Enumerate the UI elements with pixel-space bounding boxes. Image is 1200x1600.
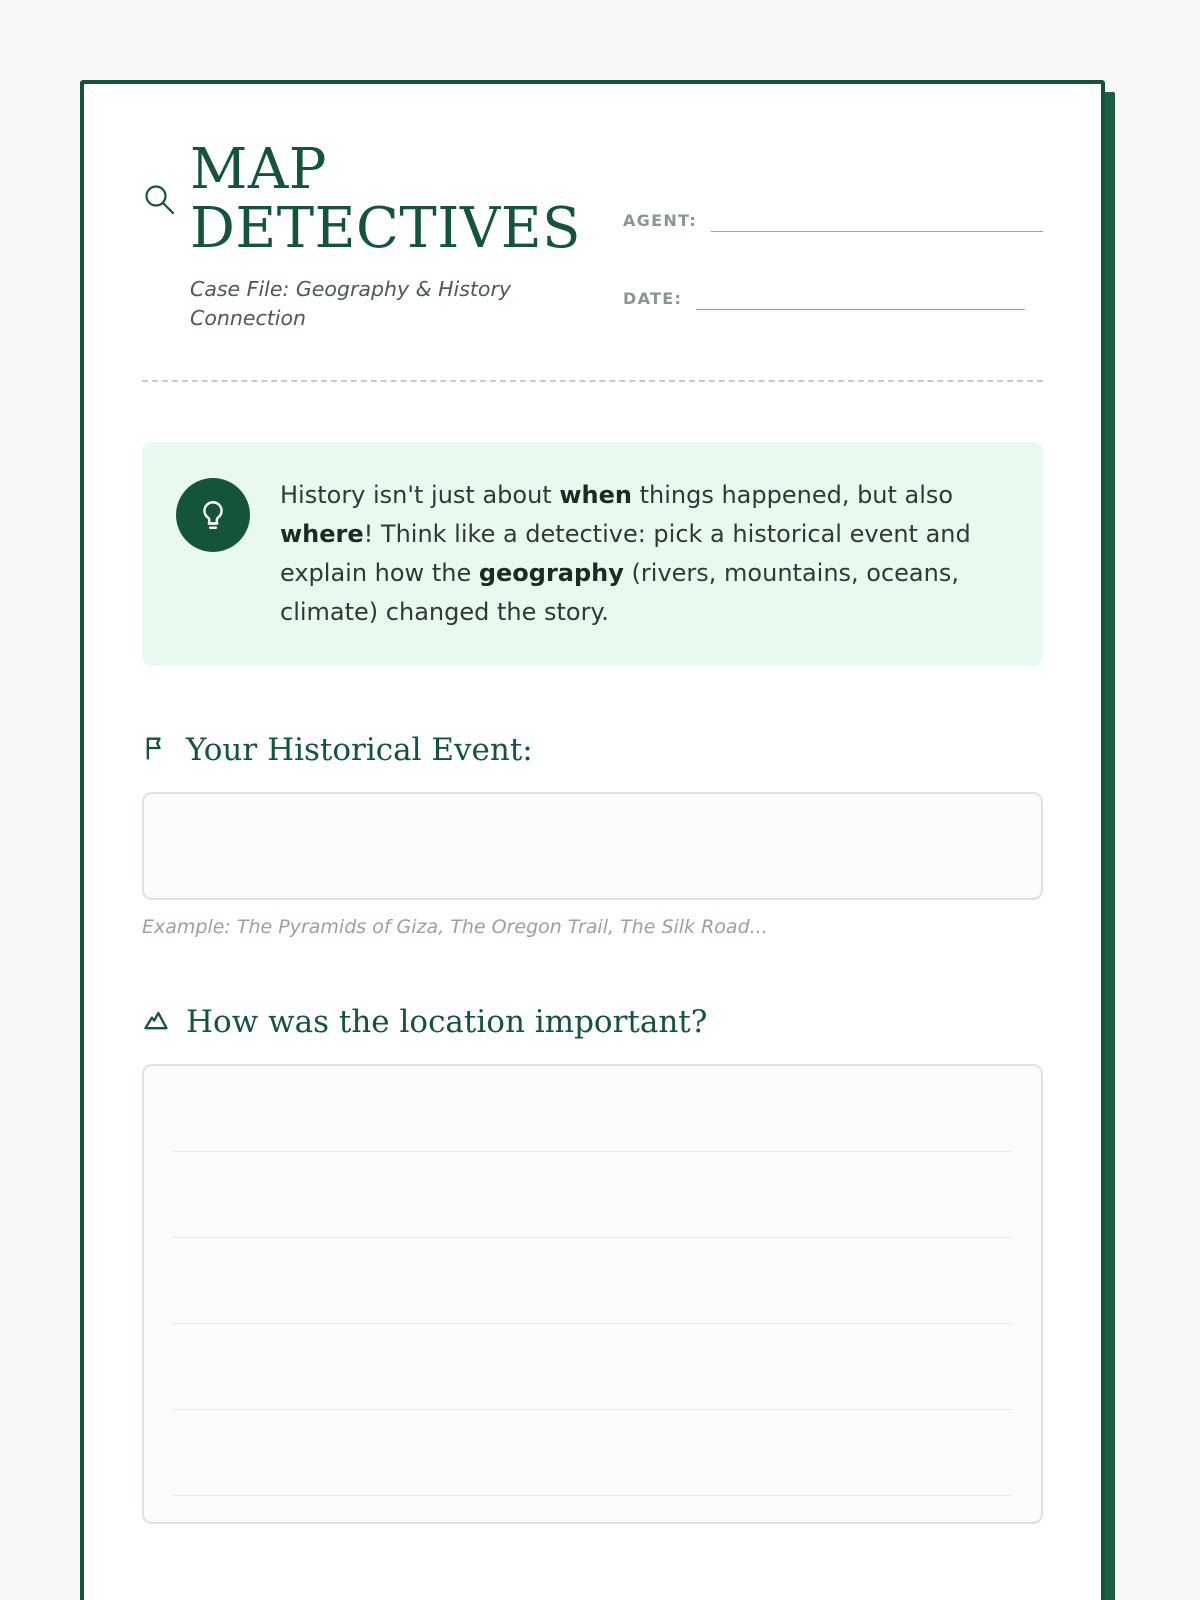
page-title: MAP DETECTIVES bbox=[190, 137, 582, 262]
tip-part-2: things happened, but also bbox=[631, 481, 954, 509]
mountain-icon bbox=[142, 1006, 170, 1038]
agent-label: AGENT: bbox=[623, 211, 698, 230]
location-importance-input[interactable] bbox=[142, 1064, 1043, 1524]
date-row bbox=[623, 284, 1043, 310]
agent-row bbox=[623, 206, 1043, 232]
tip-part-4: (rivers, mountains, oceans, climate) changed the story. bbox=[280, 558, 959, 626]
writing-rule bbox=[172, 1066, 1013, 1152]
agent-input[interactable] bbox=[711, 206, 1043, 232]
section-header bbox=[142, 1004, 1043, 1040]
writing-rule bbox=[172, 1238, 1013, 1324]
tip-part-1: History isn't just about bbox=[280, 481, 560, 509]
section-location-importance bbox=[142, 1004, 1043, 1524]
tip-bold-when: when bbox=[559, 481, 632, 509]
section-title: Your Historical Event: bbox=[186, 731, 533, 768]
writing-rule bbox=[172, 1410, 1013, 1496]
writing-rule bbox=[172, 1152, 1013, 1238]
title-block bbox=[142, 137, 590, 334]
meta-fields bbox=[623, 206, 1043, 362]
tip-bold-where: where bbox=[280, 519, 364, 548]
tip-part-3: ! Think like a detective: pick a historical event and explain how the bbox=[280, 519, 971, 587]
date-input[interactable] bbox=[696, 284, 1025, 310]
worksheet-header bbox=[142, 137, 1043, 362]
flag-icon bbox=[142, 734, 170, 766]
tip-text bbox=[280, 476, 1007, 632]
magnifier-icon bbox=[142, 182, 176, 220]
date-label: DATE: bbox=[623, 289, 683, 308]
writing-rule bbox=[172, 1324, 1013, 1410]
section-header bbox=[142, 732, 1043, 768]
page-subtitle: Case File: Geography & History Connection bbox=[190, 276, 512, 331]
lightbulb-icon bbox=[176, 478, 250, 552]
tip-bold-geography: geography bbox=[478, 558, 624, 587]
historical-event-hint: Example: The Pyramids of Giza, The Oregon Trail, The Silk Road... bbox=[142, 915, 768, 938]
header-divider bbox=[142, 380, 1043, 382]
tip-callout bbox=[142, 442, 1043, 666]
section-title: How was the location important? bbox=[186, 1003, 708, 1040]
section-historical-event bbox=[142, 732, 1043, 938]
worksheet-sheet bbox=[80, 80, 1105, 1600]
historical-event-input[interactable] bbox=[142, 792, 1043, 900]
